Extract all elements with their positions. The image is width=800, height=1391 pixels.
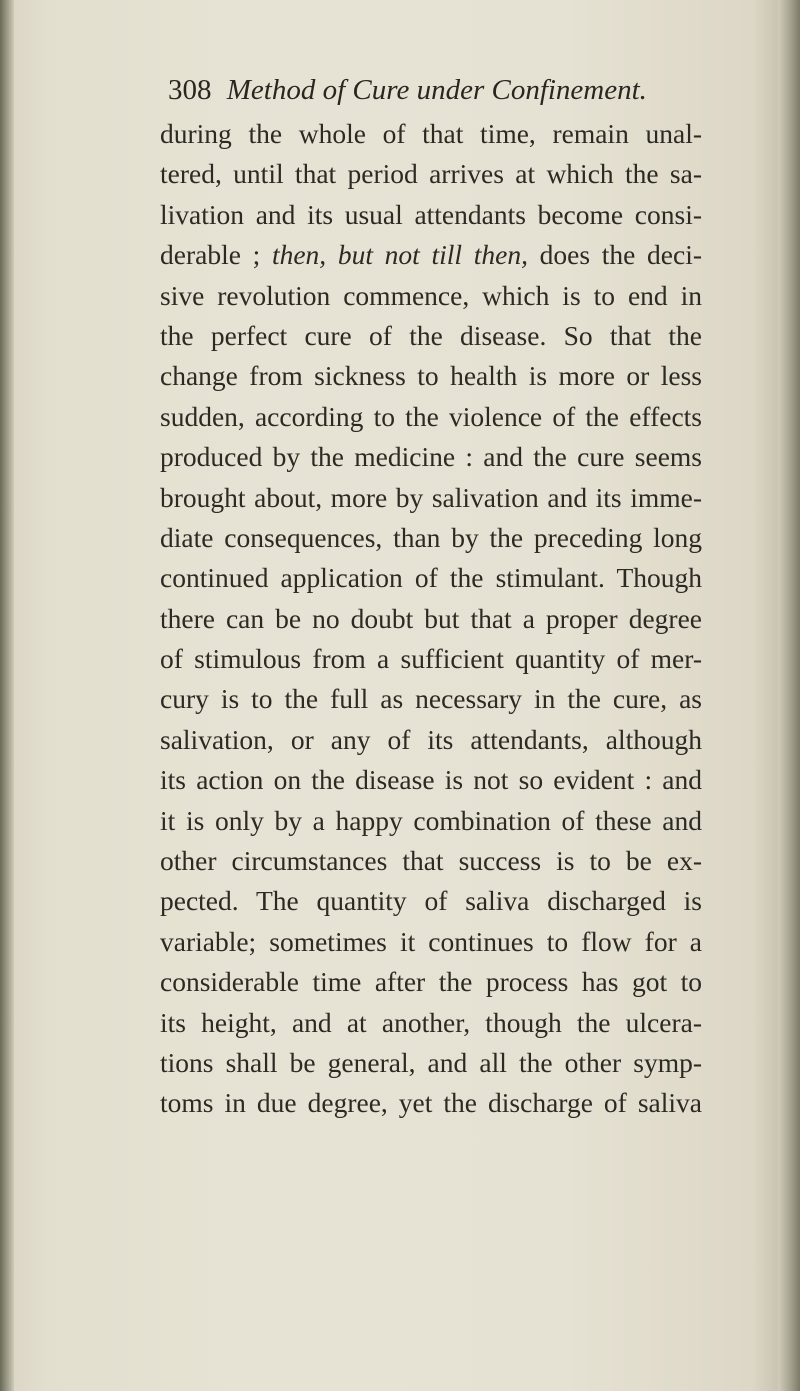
text-line: of stimulous from a sufficient quantity of mer- [160, 643, 702, 675]
text-line: the perfect cure of the disease. So that the [160, 319, 702, 351]
text-line: toms in due degree, yet the discharge of saliva [160, 1087, 702, 1119]
text-line: there can be no doubt but that a proper degree [160, 602, 702, 634]
text-line: salivation, or any of its attendants, although [160, 723, 702, 755]
running-title: Method of Cure under Confinement. [226, 74, 647, 106]
text-line: diate consequences, than by the preceding long [160, 521, 702, 553]
text-line: pected. The quantity of saliva discharged is [160, 885, 702, 917]
text-line: change from sickness to health is more or less [160, 360, 702, 392]
page-header [168, 74, 668, 114]
text-line: derable ; then, but not till then, does the deci- [160, 239, 702, 271]
text-line: considerable time after the process has got to [160, 966, 702, 998]
text-line: during the whole of that time, remain unal- [160, 118, 702, 149]
text-line: its height, and at another, though the ulcera- [160, 1006, 702, 1038]
text-line: other circumstances that success is to be ex- [160, 845, 702, 877]
page-edge-shadow [778, 0, 800, 1391]
text-line: it is only by a happy combination of these and [160, 804, 702, 836]
text-line: brought about, more by salivation and its imme- [160, 481, 702, 513]
body-text [160, 114, 702, 1124]
text-line: variable; sometimes it continues to flow for a [160, 925, 702, 957]
text-line: tions shall be general, and all the other symp- [160, 1046, 702, 1078]
text-line: sive revolution commence, which is to end in [160, 279, 702, 311]
text-line: sudden, according to the violence of the effects [160, 400, 702, 432]
page-gutter-shadow [0, 0, 14, 1391]
italic-phrase: then, but not till then, [271, 239, 528, 271]
text-line: livation and its usual attendants become consi- [160, 198, 702, 230]
text-line: continued application of the stimulant. Though [160, 562, 702, 594]
text-line: its action on the disease is not so evident : and [160, 764, 702, 796]
text-line: tered, until that period arrives at which the sa- [160, 158, 702, 190]
text-line: cury is to the full as necessary in the cure, as [160, 683, 702, 715]
page-number: 308 [168, 74, 212, 106]
text-line: produced by the medicine : and the cure seems [160, 441, 702, 473]
